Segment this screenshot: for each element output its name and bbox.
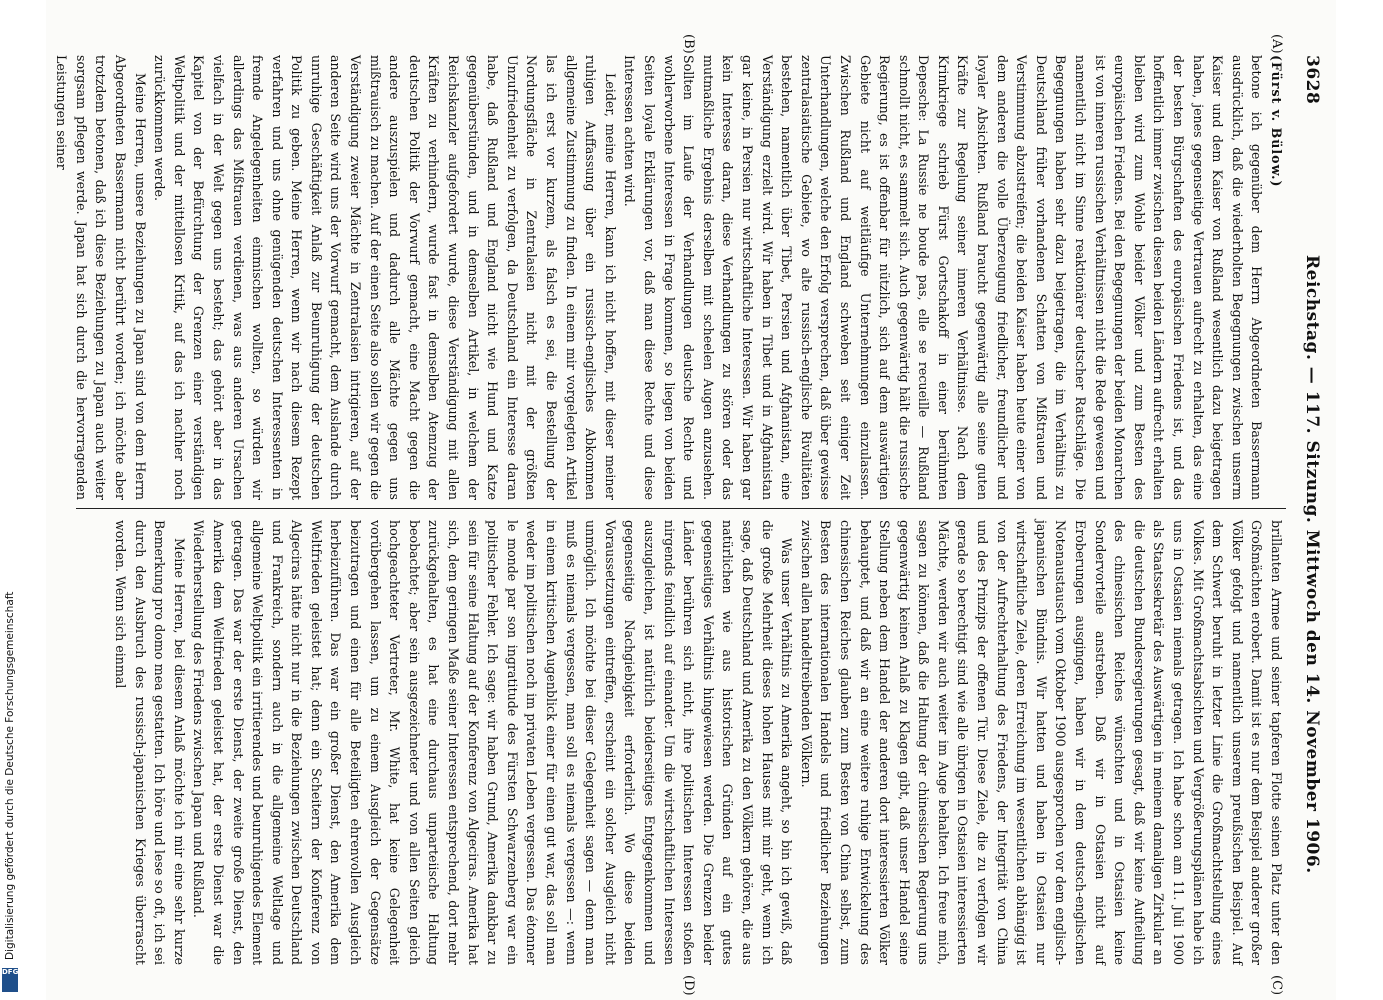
digitization-credit <box>0 0 22 1000</box>
paragraph: betone ich gegenüber dem Herrn Abgeordneten Bassermann ausdrücklich, daß die wiederholten Begegnungen zwischen unserm Kaiser und dem Kaiser von Rußland wesentlich dazu beigetragen haben, jenes gegenseitige Vertrauen aufrecht zu erhalten, das eine der besten Bürgschaften des europäischen Friedens ist, und das hoffentlich immer zwischen diesen beiden Ländern aufrecht erhalten bleiben wird zum Wohle beider Völker und zum Besten des europäischen Friedens. Bei den Begegnungen der beiden Monarchen ist von inneren russischen Verhältnissen nicht die Rede gewesen und namentlich nicht im Sinne reaktionärer deutscher Ratschläge. Die Begegnungen haben sehr dazu beigetragen, die im Verhältnis zu Deutschland früher vorhandenen Schatten von Mißtrauen und Verstimmung abzustreifen; die beiden Kaiser haben heute einer von dem anderen die volle Überzeugung friedlicher, freundlicher und loyaler Absichten. Rußland braucht gegenwärtig alle seine guten Kräfte zur Regelung seiner inneren Verhältnisse. Nach dem Krimkriege schrieb Fürst Gortschakoff in einer berühmten Depesche: La Russie ne boude pas, elle se recueille — Rußland schmollt nicht, es sammelt sich. Auch gegenwärtig hält die russische Regierung, es ist offenbar für nützlich, sich auf dem auswärtigen Gebiete nicht auf weitläufige Unternehmungen einzulassen. Zwischen Rußland und England schweben seit einiger Zeit Unterhandlungen, welche den Erfolg versprechen, daß über gewisse zentralasiatische Gebiete, wo alte russisch-englische Rivalitäten bestehen, namentlich über Tibet, Persien und Afghanistan, eine Verständigung erzielt wird. Wir haben in Tibet und in Afghanistan gar keine, in Persien nur wirtschaftliche Interessen. Wir haben gar kein Interesse daran, diese Verhandlungen zu stören oder das mutmaßliche Ergebnis derselben mit scheelen Augen anzusehen. Sollten im Laufe der Verhandlungen deutsche Rechte und wohlerworbene Interessen in Frage kommen, so liegen von beiden Seiten loyale Erklärungen vor, daß man diese Rechte und diese Interessen achten wird. <box>622 55 1265 500</box>
column-divider <box>76 508 1286 509</box>
speaker-label: (Fürst v. Bülow.) <box>1269 55 1284 188</box>
scanned-page <box>46 0 1336 1000</box>
paragraph: Was unser Verhältnis zu Amerika angeht, so bin ich gewiß, daß die große Mehrheit dieses hohen Hauses mit mir geht, wenn ich sage, daß Deutschland und Amerika zu den Völkern gehören, die aus natürlichen wie aus historischen Gründen auf ein gutes gegenseitiges Verhältnis hingewiesen werden. Die Grenzen beider Länder berühren sich nicht, ihre politischen Interessen stoßen nirgends feindlich auf einander. Um die wirtschaftlichen Interessen auszugleichen, ist natürlich beiderseitiges Entgegenkommen und gegenseitige Nachgiebigkeit erforderlich. Wo diese beiden Voraussetzungen eintreffen, erscheint ein solcher Ausgleich nicht unmöglich. Ich möchte bei dieser Gelegenheit sagen — denn man muß es niemals vergessen, man soll es niemals vergessen —: wenn in einem kritischen Augenblick einer für einen gut war, das soll man weder im politischen noch im privaten Leben vergessen. Das étonner le monde par son ingratitude des Fürsten Schwarzenberg war ein politischer Fehler. Ich sage: wir haben Grund, Amerika dankbar zu sein für seine Haltung auf der Konferenz von Algeciras. Amerika hat sich, dem geringen Maße seiner Interessen entsprechend, dort mehr zurückgehalten, es hat eine durchaus unparteiische Haltung beobachtet; aber sein ausgezeichneter und von allen Seiten gleich hochgeachteter Vertreter, Mr. White, hat keine Gelegenheit vorübergehen lassen, um zu einem Ausgleich der Gegensätze beizutragen und einen für alle Beteiligten ehrenvollen Ausgleich herbeizuführen. Das war ein großer Dienst, den Amerika dem Weltfrieden geleistet hat; denn ein Scheitern der Konferenz von Algeciras hätte nicht nur in die Beziehungen zwischen Deutschland und Frankreich, sondern auch in die allgemeine Weltlage und allgemeine Weltpolitik ein irritierendes und beunruhigendes Element getragen. Das war der erste Dienst, der zweite große Dienst, den Amerika dem Weltfrieden geleistet hat, der erste Dienst war die Wiederherstellung des Friedens zwischen Japan und Rußland. <box>191 520 795 965</box>
margin-letter-c: (C) <box>1269 975 1284 996</box>
page-number: 3628 <box>1302 55 1322 105</box>
paragraph: Leider, meine Herren, kann ich nicht hoffen, mit dieser meiner ruhigen Auffassung über ein russisch-englisches Abkommen allgemeine Zustimmung zu finden. In einem mir vorgelegten Artikel las ich erst vor kurzem, als falsch es sei, die Bestellung der Nordungsfläche in Zentralasien nicht mit der größten Unzufriedenheit zu verfolgen, da Deutschland ein Interesse daran habe, daß Rußland und England nicht wie Hund und Katze gegenüberstünden, und in demselben Artikel, in welchem der Reichskanzler aufgefordert wurde, diese Verständigung mit allen Kräften zu verhindern, wurde fast in demselben Atemzug der deutschen Politik der Vorwurf gemacht, eine Macht gegen die andere auszuspielen und dadurch alle Mächte gegen uns mißtrauisch zu machen. Auf der einen Seite also sollen wir gegen die Verständigung zweier Mächte in Zentralasien intrigieren, auf der anderen Seite wird uns der Vorwurf gemacht, dem Auslande durch unruhige Geschäftigkeit Anlaß zur Beunruhigung der deutschen Politik zu geben. Meine Herren, wenn wir nach diesem Rezept verfahren und uns ohne genügenden deutschen Interessenten in fremde Angelegenheiten einmischen wollten, so würden wir allerdings das Mißtrauen verdienen, was aus anderen Ursachen vielfach in der Welt gegen uns besteht; das gehört aber in das Kapitel von der Befürchtung der Grenzen einer verständigen Weltpolitik und der mittellosen Kritik, auf das ich nachher noch zurückkommen werde. <box>152 55 618 500</box>
dfg-logo-icon: DFG <box>2 968 18 992</box>
margin-letter-d: (D) <box>681 975 696 996</box>
margin-letter-a: (A) <box>1269 34 1284 54</box>
credit-text: Digitalisierung gefördert durch die Deutsche Forschungsgemeinschaft <box>4 591 16 960</box>
running-head: Reichstag. — 117. Sitzung. Mittwoch den 14. November 1906. <box>1302 255 1322 874</box>
page-header <box>1294 55 1322 975</box>
paragraph: Meine Herren, unsere Beziehungen zu Japan sind von dem Herrn Abgeordneten Bassermann nicht berührt worden; ich möchte aber trotzdem betonen, daß ich diese Beziehungen zu Japan auch weiter sorgsam pflegen werde. Japan hat sich durch die hervorragenden Leistungen seiner <box>54 55 148 500</box>
margin-letter-b: (B) <box>681 34 696 54</box>
left-column <box>54 55 1286 500</box>
right-column <box>71 520 1286 965</box>
paragraph: brillanten Armee und seiner tapferen Flotte seinen Platz unter den Großmächten erobert. Damit ist es nur dem Beispiel anderer großer Völker gefolgt und namentlich unserem preußischen Beispiel. Auf dem Schwert beruht in letzter Linie die Großmachtstellung eines Volkes. Mit Großmachtsabsichten und Vergrößerungsplänen habe ich uns in Ostasien niemals getragen. Ich habe schon am 11. Juli 1900 als Staatssekretär des Auswärtigen in meinem damaligen Zirkular an die deutschen Bundesregierungen gesagt, daß wir keine Aufteilung des chinesischen Reiches wünschten und in Ostasien keine Sondervorteile anstreben. Daß wir in Ostasien nicht auf Eroberungen ausgingen, haben wir in dem deutsch-englischen Notenaustausch vom Oktober 1900 ausgesprochen vor dem englisch-japanischen Bündnis. Wir hatten und haben in Ostasien nur wirtschaftliche Ziele, deren Erreichung im wesentlichen abhängig ist von der Aufrechterhaltung des Friedens, der Integrität von China und des Prinzips der offenen Tür. Diese Ziele, die zu verfolgen wir gerade so berechtigt sind wie alle übrigen in Ostasien interessierten Mächte, werden wir auch weiter im Auge behalten. Ich freue mich, sagen zu können, daß die Haltung der chinesischen Regierung uns gegenwärtig keinen Anlaß zu Klagen gibt, daß unser Handel seine Stellung neben dem Handel der anderen dort interessierten Völker behauptet, und daß wir an eine weitere ruhige Entwickelung des chinesischen Reiches glauben zum Besten von China selbst, zum Besten des internationalen Handels und friedlicher Beziehungen zwischen allen handeltreibenden Völkern. <box>798 520 1284 965</box>
paragraph: Meine Herren, bei diesem Anlaß möchte ich mir eine sehr kurze Bemerkung pro domo mea gestatten. Ich höre und lese so oft, ich sei durch den Ausbruch des russisch-japanischen Krieges überrascht worden. Wenn sich einmal <box>112 520 187 965</box>
